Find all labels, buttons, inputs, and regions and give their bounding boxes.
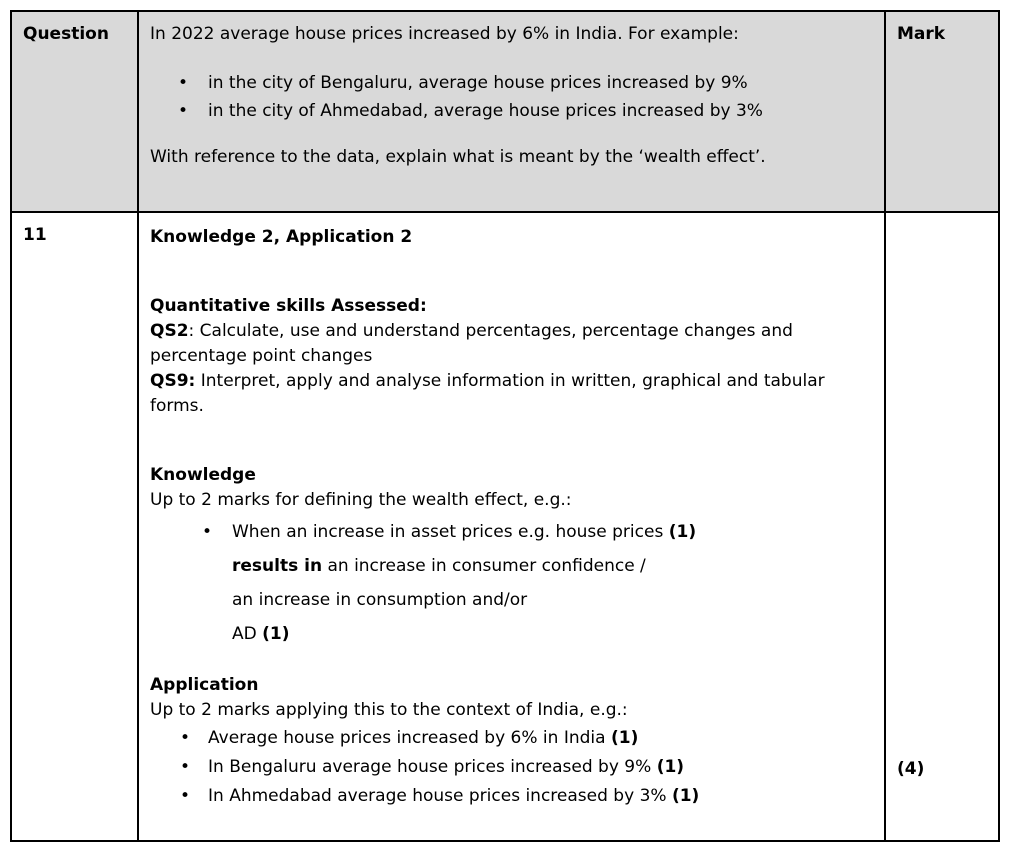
total-mark: (4) [897, 759, 925, 779]
knowledge-heading: Knowledge [150, 465, 256, 485]
knowledge-continuation-line [150, 583, 873, 617]
application-bullet-text: In Bengaluru average house prices increased by 9% [208, 757, 652, 777]
bullet-item: • in the city of Bengaluru, average house prices increased by 9% [150, 71, 873, 96]
question-outro: With reference to the data, explain what is meant by the ‘wealth effect’. [150, 147, 766, 167]
mark-scheme-table [10, 10, 1000, 842]
knowledge-continuation-line [150, 549, 873, 583]
knowledge-line3-text: an increase in consumption and/or [232, 590, 528, 610]
knowledge-bullet-line [150, 515, 873, 549]
mark-point: (1) [262, 624, 290, 644]
mark-point: (1) [610, 728, 639, 748]
header-question-cell [12, 12, 139, 213]
question-number-cell [12, 213, 139, 840]
mark-point: (1) [671, 786, 700, 806]
qs2-text: : Calculate, use and understand percentages, percentage changes and percentage point changes [150, 321, 793, 366]
qs2-label: QS2 [150, 321, 189, 341]
quant-skills-heading: Quantitative skills Assessed: [150, 296, 427, 316]
application-bullet-text: Average house prices increased by 6% in India [208, 728, 606, 748]
qs9-line [150, 369, 870, 419]
bullet-item: • in the city of Ahmedabad, average house prices increased by 3% [150, 99, 873, 124]
mark-point: (1) [656, 757, 685, 777]
qs9-label: QS9: [150, 371, 196, 391]
answer-heading: Knowledge 2, Application 2 [150, 227, 413, 247]
knowledge-intro: Up to 2 marks for defining the wealth effect, e.g.: [150, 490, 572, 510]
knowledge-line1-text: When an increase in asset prices e.g. house prices [232, 522, 664, 542]
question-bullet-list [150, 71, 873, 124]
application-intro: Up to 2 marks applying this to the context of India, e.g.: [150, 700, 628, 720]
application-heading: Application [150, 675, 259, 695]
answer-cell [139, 213, 886, 840]
knowledge-bullet-block [150, 515, 873, 651]
application-bullet-list [150, 726, 873, 809]
bullet-item [150, 726, 873, 751]
mark-point: (1) [668, 522, 697, 542]
question-number: 11 [23, 225, 47, 245]
knowledge-continuation-line [150, 617, 873, 651]
qs2-line [150, 319, 870, 369]
mark-value-cell [886, 213, 998, 840]
question-text-cell [139, 12, 886, 213]
header-mark-cell [886, 12, 998, 213]
knowledge-line2-bold: results in [232, 556, 323, 576]
bullet-item [150, 755, 873, 780]
knowledge-line2-text: an increase in consumer confidence / [327, 556, 646, 576]
header-mark-label: Mark [897, 24, 946, 44]
application-bullet-text: In Ahmedabad average house prices increased by 3% [208, 786, 667, 806]
bullet-item [150, 784, 873, 809]
header-question-label: Question [23, 24, 109, 44]
question-intro: In 2022 average house prices increased by 6% in India. For example: [150, 24, 739, 44]
knowledge-line4-text: AD [232, 624, 257, 644]
qs9-text: Interpret, apply and analyse information in written, graphical and tabular forms. [150, 371, 825, 416]
